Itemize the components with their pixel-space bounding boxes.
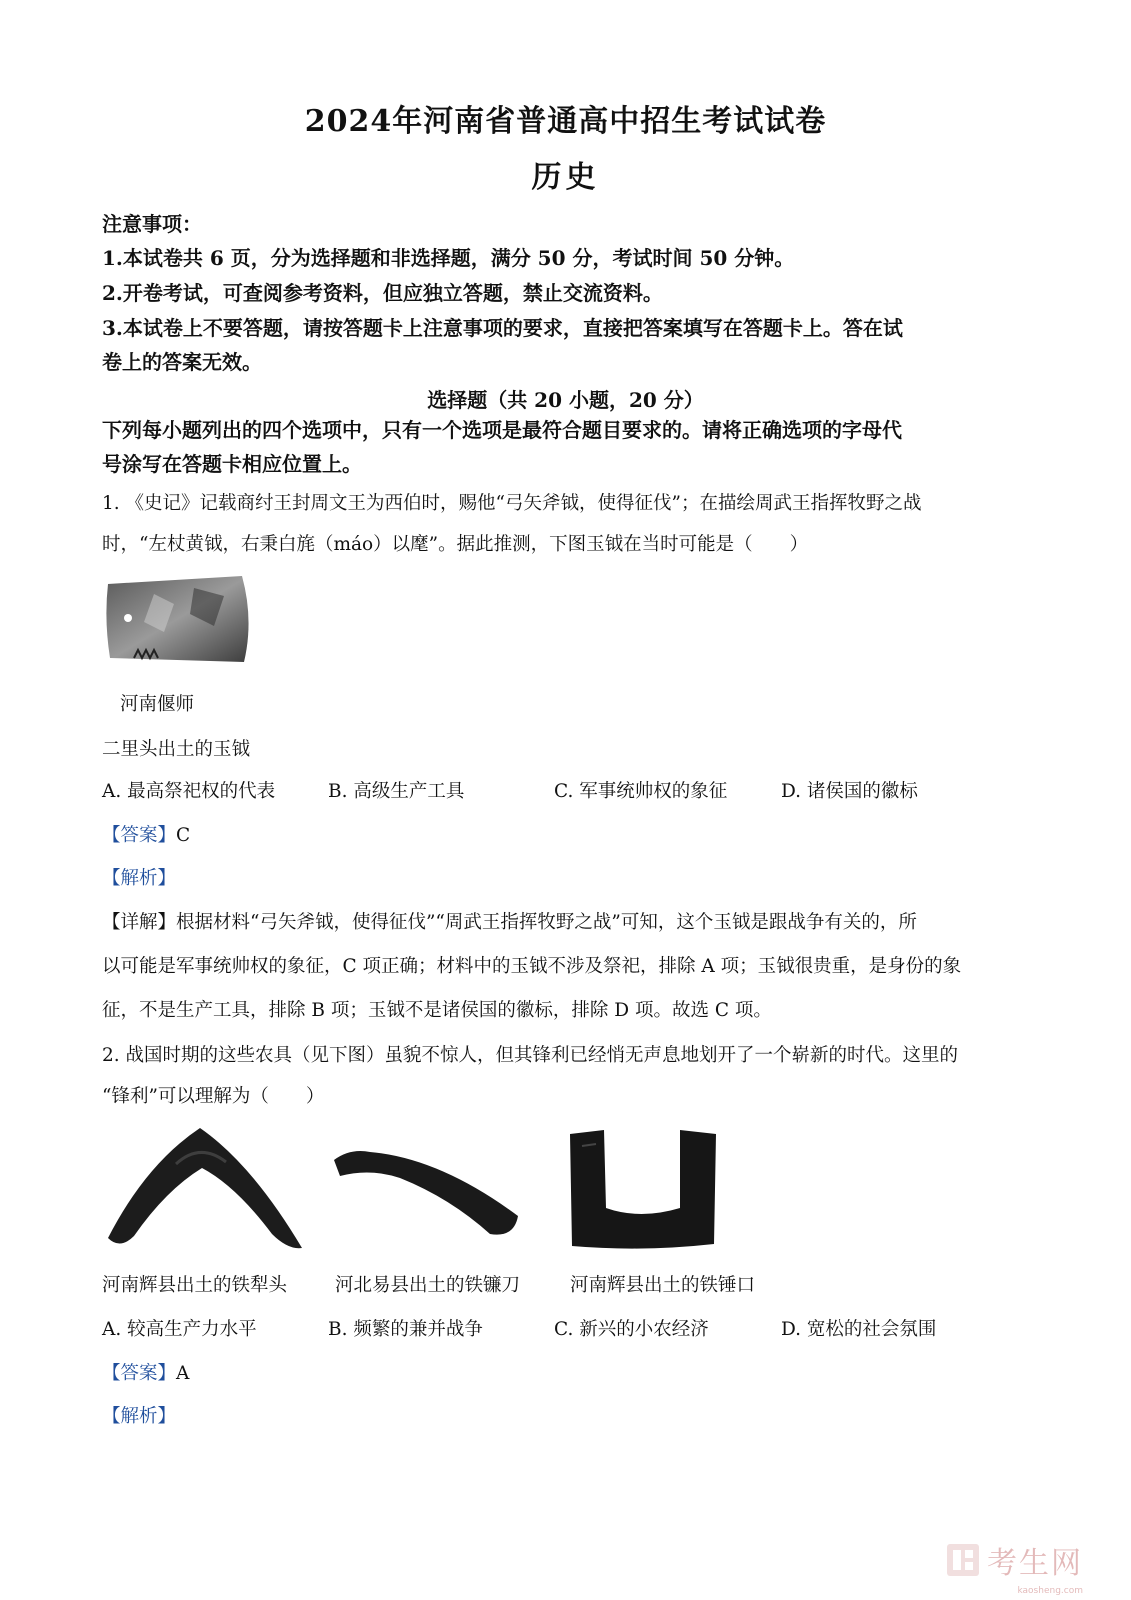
- q2-answer-value: A: [176, 1363, 190, 1384]
- q1-detail-line1: [102, 908, 917, 934]
- q1-answer-value: C: [176, 825, 191, 846]
- q2-option-d: D. 宽松的社会氛围: [781, 1319, 937, 1340]
- q2-analysis-tag: 【解析】: [102, 1406, 177, 1427]
- q1-detail-line2: 以可能是军事统帅权的象征，C 项正确；材料中的玉钺不涉及祭祀，排除 A 项；玉钺很贵重，是身份的象: [102, 956, 962, 977]
- iron-hoe-mouth-image: [568, 1126, 718, 1252]
- iron-plough-head-image: [106, 1124, 304, 1252]
- q1-stem-line1: 1. 《史记》记载商纣王封周文王为西伯时，赐他“弓矢斧钺，使得征伐”；在描绘周武王指挥牧野之战: [102, 493, 922, 514]
- q1-detail-line3: 征，不是生产工具，排除 B 项；玉钺不是诸侯国的徽标，排除 D 项。故选 C 项。: [102, 1000, 772, 1021]
- q1-detail-tag: 【详解】: [102, 912, 177, 933]
- q1-option-d: D. 诸侯国的徽标: [781, 781, 918, 802]
- q2-option-a: A. 较高生产力水平: [102, 1319, 257, 1340]
- q1-image-caption-line2: 二里头出土的玉钺: [102, 739, 251, 760]
- paper-title: 2024年河南省普通高中招生考试试卷: [304, 104, 827, 139]
- q2-option-b: B. 频繁的兼并战争: [328, 1319, 483, 1340]
- section-title: 选择题（共 20 小题，20 分）: [427, 388, 704, 412]
- notice-heading: 注意事项：: [102, 212, 202, 236]
- q2-stem-line1: 2. 战国时期的这些农具（见下图）虽貌不惊人，但其锋利已经悄无声息地划开了一个崭新的时代。这里的: [102, 1045, 959, 1066]
- jade-yue-axe-image: [104, 574, 256, 666]
- q1-image-caption-line1: 河南偃师: [120, 694, 195, 715]
- notice-item-3-line2: 卷上的答案无效。: [102, 350, 262, 374]
- q2-caption-plough: 河南辉县出土的铁犁头: [102, 1275, 288, 1296]
- q1-option-c: C. 军事统帅权的象征: [554, 781, 728, 802]
- notice-item-1: 1.本试卷共 6 页，分为选择题和非选择题，满分 50 分，考试时间 50 分钟。: [102, 246, 795, 270]
- q2-answer: [102, 1359, 189, 1385]
- q1-option-a: A. 最高祭祀权的代表: [102, 781, 276, 802]
- q1-answer: [102, 821, 190, 847]
- q2-caption-sickle: 河北易县出土的铁镰刀: [335, 1275, 521, 1296]
- iron-sickle-image: [330, 1142, 522, 1240]
- q1-stem-line2: 时，“左杖黄钺，右秉白旄（máo）以麾”。据此推测，下图玉钺在当时可能是（ ）: [102, 534, 809, 555]
- section-instruction-line2: 号涂写在答题卡相应位置上。: [102, 452, 362, 476]
- watermark-logo-icon: [945, 1542, 981, 1578]
- watermark: [945, 1538, 1083, 1596]
- watermark-text: 考生网: [987, 1546, 1083, 1581]
- q1-detail-text-1: 根据材料“弓矢斧钺，使得征伐”“周武王指挥牧野之战”可知，这个玉钺是跟战争有关的，所: [176, 912, 917, 933]
- q2-answer-tag: 【答案】: [102, 1363, 177, 1384]
- paper-subject: 历史: [531, 160, 600, 195]
- q1-analysis-tag: 【解析】: [102, 868, 177, 889]
- q1-answer-tag: 【答案】: [102, 825, 177, 846]
- notice-item-2: 2.开卷考试，可查阅参考资料，但应独立答题，禁止交流资料。: [102, 281, 663, 305]
- q1-option-b: B. 高级生产工具: [328, 781, 465, 802]
- q2-caption-hoe: 河南辉县出土的铁锤口: [570, 1275, 756, 1296]
- watermark-url: kaosheng.com: [1017, 1586, 1083, 1596]
- q2-option-c: C. 新兴的小农经济: [554, 1319, 709, 1340]
- notice-item-3-line1: 3.本试卷上不要答题，请按答题卡上注意事项的要求，直接把答案填写在答题卡上。答在试: [102, 316, 903, 340]
- q2-stem-line2: “锋利”可以理解为（ ）: [102, 1086, 325, 1107]
- section-instruction-line1: 下列每小题列出的四个选项中，只有一个选项是最符合题目要求的。请将正确选项的字母代: [102, 418, 902, 442]
